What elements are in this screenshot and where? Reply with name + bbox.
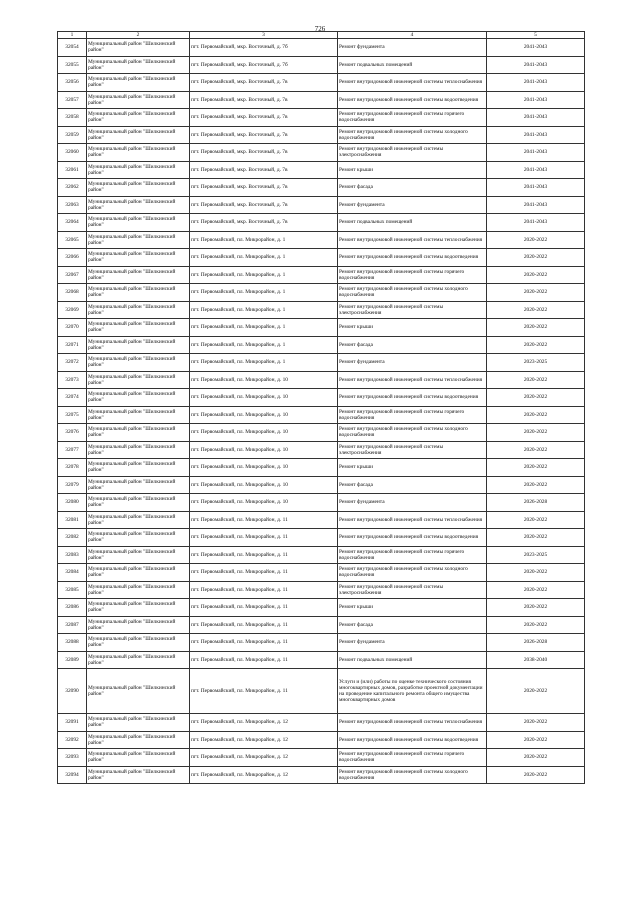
cell-work-type: Ремонт внутридомовой инженерной системы водоотведения [338,389,487,407]
cell-row-number: 32083 [58,546,87,564]
cell-row-number: 32081 [58,511,87,529]
cell-row-number: 32078 [58,459,87,477]
cell-period: 2020-2022 [487,459,585,477]
cell-row-number: 32060 [58,144,87,162]
cell-municipality: Муниципальный район "Шилкинский район" [87,616,190,634]
header-col-4: 4 [338,32,487,39]
cell-municipality: Муниципальный район "Шилкинский район" [87,511,190,529]
table-row [58,441,585,459]
cell-work-type: Ремонт крыши [338,319,487,337]
cell-period: 2020-2022 [487,266,585,284]
cell-period: 2020-2022 [487,389,585,407]
table-row [58,714,585,732]
table-row [58,546,585,564]
cell-address: пгт. Первомайский, пл. Микрорайон, д. 10 [190,424,338,442]
cell-address: пгт. Первомайский, пл. Микрорайон, д. 11 [190,669,338,714]
cell-period: 2020-2022 [487,371,585,389]
table-row [58,476,585,494]
cell-address: пгт. Первомайский, пл. Микрорайон, д. 11 [190,581,338,599]
cell-address: пгт. Первомайский, пл. Микрорайон, д. 12 [190,714,338,732]
header-col-2: 2 [87,32,190,39]
cell-address: пгт. Первомайский, пл. Микрорайон, д. 10 [190,389,338,407]
cell-municipality: Муниципальный район "Шилкинский район" [87,494,190,512]
cell-work-type: Ремонт внутридомовой инженерной системы горячего водоснабжения [338,546,487,564]
cell-period: 2020-2022 [487,564,585,582]
header-col-3: 3 [190,32,338,39]
cell-work-type: Ремонт внутридомовой инженерной системы теплоснабжения [338,231,487,249]
cell-municipality: Муниципальный район "Шилкинский район" [87,749,190,767]
table-row [58,371,585,389]
cell-municipality: Муниципальный район "Шилкинский район" [87,266,190,284]
cell-row-number: 32082 [58,529,87,547]
cell-row-number: 32085 [58,581,87,599]
cell-row-number: 32058 [58,109,87,127]
cell-period: 2020-2022 [487,599,585,617]
cell-work-type: Ремонт внутридомовой инженерной системы электроснабжения [338,301,487,319]
cell-work-type: Ремонт внутридомовой инженерной системы холодного водоснабжения [338,564,487,582]
cell-municipality: Муниципальный район "Шилкинский район" [87,766,190,784]
cell-work-type: Ремонт внутридомовой инженерной системы водоотведения [338,91,487,109]
cell-address: пгт. Первомайский, мкр. Восточный, д. 7б [190,56,338,74]
cell-municipality: Муниципальный район "Шилкинский район" [87,161,190,179]
cell-row-number: 32074 [58,389,87,407]
table-row [58,91,585,109]
cell-period: 2020-2022 [487,511,585,529]
cell-address: пгт. Первомайский, пл. Микрорайон, д. 10 [190,459,338,477]
cell-work-type: Ремонт внутридомовой инженерной системы электроснабжения [338,581,487,599]
register-table [57,31,585,784]
cell-address: пгт. Первомайский, пл. Микрорайон, д. 11 [190,616,338,634]
table-row [58,249,585,267]
cell-municipality: Муниципальный район "Шилкинский район" [87,406,190,424]
cell-municipality: Муниципальный район "Шилкинский район" [87,336,190,354]
cell-work-type: Ремонт внутридомовой инженерной системы водоотведения [338,731,487,749]
cell-municipality: Муниципальный район "Шилкинский район" [87,581,190,599]
table-row [58,494,585,512]
cell-work-type: Ремонт внутридомовой инженерной системы горячего водоснабжения [338,109,487,127]
cell-municipality: Муниципальный район "Шилкинский район" [87,441,190,459]
cell-work-type: Ремонт внутридомовой инженерной системы теплоснабжения [338,511,487,529]
cell-work-type: Ремонт внутридомовой инженерной системы водоотведения [338,529,487,547]
table-row [58,284,585,302]
cell-municipality: Муниципальный район "Шилкинский район" [87,476,190,494]
cell-period: 2041-2043 [487,74,585,92]
cell-row-number: 32089 [58,651,87,669]
cell-row-number: 32056 [58,74,87,92]
cell-work-type: Ремонт фундамента [338,354,487,372]
cell-address: пгт. Первомайский, мкр. Восточный, д. 7б [190,39,338,57]
cell-row-number: 32094 [58,766,87,784]
cell-row-number: 32092 [58,731,87,749]
cell-work-type: Ремонт фундамента [338,39,487,57]
cell-period: 2020-2022 [487,406,585,424]
table-row [58,669,585,714]
cell-municipality: Муниципальный район "Шилкинский район" [87,634,190,652]
table-row [58,354,585,372]
cell-work-type: Ремонт подвальных помещений [338,651,487,669]
cell-municipality: Муниципальный район "Шилкинский район" [87,459,190,477]
table-row [58,214,585,232]
cell-address: пгт. Первомайский, пл. Микрорайон, д. 11 [190,651,338,669]
cell-municipality: Муниципальный район "Шилкинский район" [87,56,190,74]
cell-work-type: Ремонт крыши [338,599,487,617]
table-row [58,564,585,582]
cell-municipality: Муниципальный район "Шилкинский район" [87,196,190,214]
cell-row-number: 32067 [58,266,87,284]
cell-address: пгт. Первомайский, пл. Микрорайон, д. 10 [190,371,338,389]
cell-municipality: Муниципальный район "Шилкинский район" [87,144,190,162]
table-row [58,389,585,407]
cell-address: пгт. Первомайский, пл. Микрорайон, д. 10 [190,476,338,494]
cell-work-type: Ремонт фундамента [338,196,487,214]
cell-work-type: Ремонт внутридомовой инженерной системы холодного водоснабжения [338,126,487,144]
cell-period: 2023-2025 [487,546,585,564]
cell-work-type: Услуги и (или) работы по оценке технического состояния многоквартирных домов, разработке проектной документации на проведение капитального ремонта общего имущества многоквартирных домов [338,669,487,714]
cell-period: 2041-2043 [487,214,585,232]
cell-address: пгт. Первомайский, пл. Микрорайон, д. 11 [190,546,338,564]
cell-address: пгт. Первомайский, пл. Микрорайон, д. 11 [190,599,338,617]
cell-period: 2041-2043 [487,91,585,109]
cell-period: 2020-2022 [487,766,585,784]
cell-municipality: Муниципальный район "Шилкинский район" [87,284,190,302]
cell-address: пгт. Первомайский, пл. Микрорайон, д. 11 [190,564,338,582]
cell-municipality: Муниципальный район "Шилкинский район" [87,564,190,582]
cell-work-type: Ремонт фасада [338,336,487,354]
table-row [58,599,585,617]
cell-address: пгт. Первомайский, пл. Микрорайон, д. 11 [190,511,338,529]
cell-row-number: 32091 [58,714,87,732]
cell-municipality: Муниципальный район "Шилкинский район" [87,301,190,319]
cell-row-number: 32087 [58,616,87,634]
table-row [58,581,585,599]
cell-work-type: Ремонт подвальных помещений [338,214,487,232]
cell-municipality: Муниципальный район "Шилкинский район" [87,249,190,267]
cell-row-number: 32064 [58,214,87,232]
cell-municipality: Муниципальный район "Шилкинский район" [87,354,190,372]
table-row [58,616,585,634]
cell-work-type: Ремонт фундамента [338,634,487,652]
cell-row-number: 32068 [58,284,87,302]
table-body [58,39,585,784]
cell-period: 2020-2022 [487,669,585,714]
cell-work-type: Ремонт внутридомовой инженерной системы электроснабжения [338,441,487,459]
cell-address: пгт. Первомайский, мкр. Восточный, д. 7в [190,179,338,197]
cell-municipality: Муниципальный район "Шилкинский район" [87,599,190,617]
cell-row-number: 32088 [58,634,87,652]
cell-address: пгт. Первомайский, пл. Микрорайон, д. 1 [190,249,338,267]
cell-address: пгт. Первомайский, мкр. Восточный, д. 7в [190,109,338,127]
cell-period: 2020-2022 [487,284,585,302]
cell-address: пгт. Первомайский, мкр. Восточный, д. 7в [190,196,338,214]
cell-municipality: Муниципальный район "Шилкинский район" [87,546,190,564]
cell-row-number: 32080 [58,494,87,512]
cell-row-number: 32069 [58,301,87,319]
table-row [58,144,585,162]
table-row [58,459,585,477]
cell-row-number: 32086 [58,599,87,617]
cell-municipality: Муниципальный район "Шилкинский район" [87,74,190,92]
table-row [58,731,585,749]
cell-period: 2020-2022 [487,424,585,442]
cell-municipality: Муниципальный район "Шилкинский район" [87,714,190,732]
cell-municipality: Муниципальный район "Шилкинский район" [87,319,190,337]
cell-address: пгт. Первомайский, пл. Микрорайон, д. 1 [190,354,338,372]
cell-row-number: 32062 [58,179,87,197]
cell-row-number: 32084 [58,564,87,582]
cell-row-number: 32072 [58,354,87,372]
cell-row-number: 32070 [58,319,87,337]
cell-address: пгт. Первомайский, пл. Микрорайон, д. 12 [190,731,338,749]
cell-row-number: 32063 [58,196,87,214]
cell-row-number: 32071 [58,336,87,354]
cell-address: пгт. Первомайский, пл. Микрорайон, д. 1 [190,266,338,284]
cell-work-type: Ремонт внутридомовой инженерной системы холодного водоснабжения [338,424,487,442]
cell-municipality: Муниципальный район "Шилкинский район" [87,529,190,547]
cell-work-type: Ремонт внутридомовой инженерной системы холодного водоснабжения [338,284,487,302]
cell-work-type: Ремонт внутридомовой инженерной системы горячего водоснабжения [338,406,487,424]
cell-municipality: Муниципальный район "Шилкинский район" [87,424,190,442]
table-row [58,196,585,214]
cell-address: пгт. Первомайский, мкр. Восточный, д. 7в [190,91,338,109]
cell-address: пгт. Первомайский, пл. Микрорайон, д. 12 [190,766,338,784]
cell-work-type: Ремонт внутридомовой инженерной системы горячего водоснабжения [338,266,487,284]
table-row [58,161,585,179]
cell-period: 2026-2028 [487,634,585,652]
cell-address: пгт. Первомайский, мкр. Восточный, д. 7в [190,144,338,162]
cell-period: 2038-2040 [487,651,585,669]
table-row [58,424,585,442]
table-row [58,336,585,354]
cell-period: 2020-2022 [487,731,585,749]
cell-municipality: Муниципальный район "Шилкинский район" [87,39,190,57]
cell-period: 2026-2028 [487,494,585,512]
cell-row-number: 32093 [58,749,87,767]
cell-period: 2041-2043 [487,161,585,179]
table-row [58,651,585,669]
cell-work-type: Ремонт подвальных помещений [338,56,487,74]
cell-row-number: 32077 [58,441,87,459]
cell-period: 2020-2022 [487,336,585,354]
cell-work-type: Ремонт внутридомовой инженерной системы электроснабжения [338,144,487,162]
cell-row-number: 32090 [58,669,87,714]
cell-row-number: 32054 [58,39,87,57]
cell-period: 2020-2022 [487,529,585,547]
cell-address: пгт. Первомайский, пл. Микрорайон, д. 11 [190,529,338,547]
table-row [58,511,585,529]
cell-address: пгт. Первомайский, мкр. Восточный, д. 7в [190,214,338,232]
cell-period: 2041-2043 [487,109,585,127]
cell-row-number: 32061 [58,161,87,179]
table-row [58,634,585,652]
table-row [58,179,585,197]
cell-work-type: Ремонт фундамента [338,494,487,512]
cell-period: 2041-2043 [487,126,585,144]
cell-period: 2020-2022 [487,476,585,494]
cell-address: пгт. Первомайский, пл. Микрорайон, д. 10 [190,406,338,424]
cell-work-type: Ремонт внутридомовой инженерной системы холодного водоснабжения [338,766,487,784]
cell-period: 2020-2022 [487,319,585,337]
table-row [58,406,585,424]
cell-municipality: Муниципальный район "Шилкинский район" [87,669,190,714]
cell-address: пгт. Первомайский, пл. Микрорайон, д. 10 [190,494,338,512]
cell-work-type: Ремонт фасада [338,616,487,634]
cell-address: пгт. Первомайский, мкр. Восточный, д. 7в [190,126,338,144]
cell-address: пгт. Первомайский, пл. Микрорайон, д. 1 [190,284,338,302]
cell-work-type: Ремонт внутридомовой инженерной системы водоотведения [338,249,487,267]
cell-period: 2020-2022 [487,714,585,732]
cell-address: пгт. Первомайский, пл. Микрорайон, д. 12 [190,749,338,767]
table-header [58,32,585,39]
cell-municipality: Муниципальный район "Шилкинский район" [87,651,190,669]
cell-row-number: 32066 [58,249,87,267]
cell-municipality: Муниципальный район "Шилкинский район" [87,371,190,389]
cell-address: пгт. Первомайский, пл. Микрорайон, д. 1 [190,319,338,337]
cell-work-type: Ремонт внутридомовой инженерной системы теплоснабжения [338,714,487,732]
table-row [58,39,585,57]
cell-period: 2020-2022 [487,231,585,249]
header-col-5: 5 [487,32,585,39]
cell-work-type: Ремонт крыши [338,161,487,179]
cell-period: 2041-2043 [487,179,585,197]
cell-row-number: 32057 [58,91,87,109]
cell-period: 2020-2022 [487,301,585,319]
cell-address: пгт. Первомайский, пл. Микрорайон, д. 1 [190,336,338,354]
cell-period: 2041-2043 [487,39,585,57]
cell-work-type: Ремонт внутридомовой инженерной системы теплоснабжения [338,371,487,389]
cell-period: 2020-2022 [487,749,585,767]
cell-row-number: 32075 [58,406,87,424]
table-row [58,74,585,92]
cell-work-type: Ремонт крыши [338,459,487,477]
table-row [58,529,585,547]
cell-work-type: Ремонт фасада [338,476,487,494]
cell-work-type: Ремонт внутридомовой инженерной системы теплоснабжения [338,74,487,92]
cell-period: 2041-2043 [487,144,585,162]
table-row [58,301,585,319]
page-number: 726 [314,25,326,33]
cell-municipality: Муниципальный район "Шилкинский район" [87,389,190,407]
header-col-1: 1 [58,32,87,39]
cell-row-number: 32059 [58,126,87,144]
table-row [58,126,585,144]
cell-municipality: Муниципальный район "Шилкинский район" [87,126,190,144]
cell-municipality: Муниципальный район "Шилкинский район" [87,731,190,749]
cell-period: 2020-2022 [487,616,585,634]
cell-municipality: Муниципальный район "Шилкинский район" [87,91,190,109]
cell-address: пгт. Первомайский, мкр. Восточный, д. 7в [190,161,338,179]
cell-row-number: 32065 [58,231,87,249]
cell-period: 2020-2022 [487,441,585,459]
table-row [58,749,585,767]
table-row [58,231,585,249]
cell-address: пгт. Первомайский, пл. Микрорайон, д. 1 [190,231,338,249]
cell-municipality: Муниципальный район "Шилкинский район" [87,179,190,197]
cell-period: 2041-2043 [487,56,585,74]
cell-work-type: Ремонт фасада [338,179,487,197]
table-row [58,319,585,337]
cell-address: пгт. Первомайский, пл. Микрорайон, д. 11 [190,634,338,652]
cell-row-number: 32073 [58,371,87,389]
cell-period: 2023-2025 [487,354,585,372]
cell-row-number: 32055 [58,56,87,74]
table-row [58,766,585,784]
cell-row-number: 32079 [58,476,87,494]
cell-period: 2041-2043 [487,196,585,214]
table-row [58,109,585,127]
cell-address: пгт. Первомайский, мкр. Восточный, д. 7в [190,74,338,92]
header-row [58,32,585,39]
cell-address: пгт. Первомайский, пл. Микрорайон, д. 10 [190,441,338,459]
cell-work-type: Ремонт внутридомовой инженерной системы горячего водоснабжения [338,749,487,767]
cell-row-number: 32076 [58,424,87,442]
cell-address: пгт. Первомайский, пл. Микрорайон, д. 1 [190,301,338,319]
table-row [58,56,585,74]
cell-municipality: Муниципальный район "Шилкинский район" [87,231,190,249]
cell-period: 2020-2022 [487,581,585,599]
cell-municipality: Муниципальный район "Шилкинский район" [87,214,190,232]
cell-municipality: Муниципальный район "Шилкинский район" [87,109,190,127]
table-row [58,266,585,284]
cell-period: 2020-2022 [487,249,585,267]
